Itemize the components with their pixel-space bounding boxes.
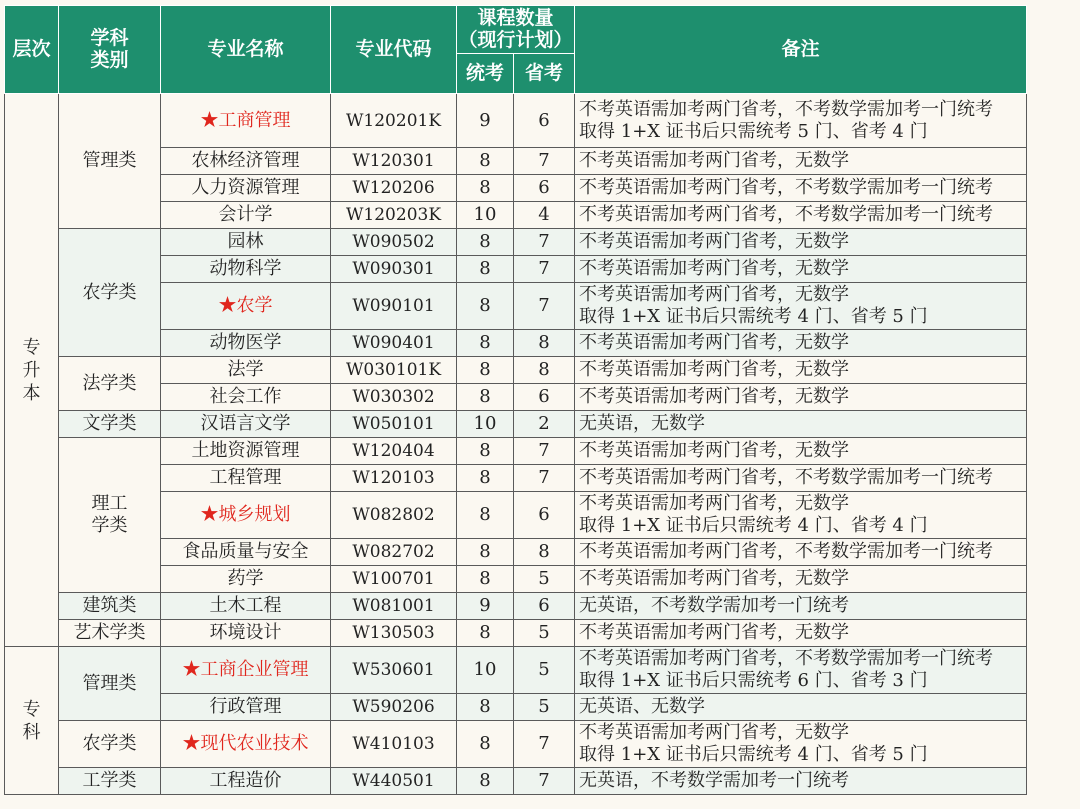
major-code-cell: W590206 [331,694,457,721]
major-code-cell: W090502 [331,229,457,256]
unified-count-cell: 8 [457,721,514,768]
table-row [5,620,1027,647]
provincial-count-cell: 7 [514,465,575,492]
remarks-cell [575,694,1027,721]
level-cell [5,647,59,795]
major-name-cell: 动物科学 [161,256,331,283]
major-name-cell: 动物医学 [161,330,331,357]
table-body [5,94,1027,795]
major-code-cell: W120404 [331,438,457,465]
category-cell: 管理类 [59,647,161,721]
major-name-cell: 农林经济管理 [161,148,331,175]
star-icon [219,295,237,316]
provincial-count-cell: 6 [514,384,575,411]
remarks-cell [575,647,1027,694]
major-code-cell: W440501 [331,768,457,795]
major-code-cell: W030302 [331,384,457,411]
unified-count-cell: 8 [457,465,514,492]
major-name-cell: 土木工程 [161,593,331,620]
major-code-cell: W081001 [331,593,457,620]
unified-count-cell: 8 [457,438,514,465]
provincial-count-cell: 6 [514,94,575,148]
remarks-cell [575,384,1027,411]
major-code-cell: W120206 [331,175,457,202]
level-char: 科 [22,721,41,743]
table-row [5,721,1027,768]
provincial-count-cell: 7 [514,283,575,330]
major-table-container [4,5,1027,795]
header-course-count [457,6,575,54]
remarks-line: 不考英语需加考两门省考，无数学 [579,332,850,353]
header-course-count-line2: （现行计划） [458,28,573,51]
provincial-count-cell: 8 [514,330,575,357]
table-row [5,438,1027,465]
remarks-line: 不考英语需加考两门省考，无数学 [579,440,850,461]
major-name: 工商企业管理 [200,659,309,680]
major-name: 农学 [236,295,273,316]
table-row [5,357,1027,384]
major-name-cell [161,647,331,694]
major-name: 现代农业技术 [200,733,309,754]
remarks-cell [575,492,1027,539]
remarks-line: 无英语，无数学 [579,413,706,434]
remarks-line: 不考英语需加考两门省考，不考数学需加考一门统考 [579,467,994,488]
remarks-cell [575,256,1027,283]
category-cell [59,438,161,593]
major-name-cell [161,283,331,330]
level-char: 升 [22,359,41,381]
remarks-cell [575,148,1027,175]
header-remarks: 备注 [575,6,1027,94]
remarks-cell [575,593,1027,620]
header-unified: 统考 [457,54,514,94]
major-name-cell: 工程造价 [161,768,331,795]
remarks-line: 不考英语需加考两门省考，无数学 [579,359,850,380]
remarks-line: 不考英语需加考两门省考，不考数学需加考一门统考 [579,177,994,198]
provincial-count-cell: 5 [514,566,575,593]
major-code-cell: W090101 [331,283,457,330]
provincial-count-cell: 7 [514,229,575,256]
table-row [5,593,1027,620]
major-code-cell: W082702 [331,539,457,566]
remarks-cell [575,620,1027,647]
major-name-cell: 土地资源管理 [161,438,331,465]
provincial-count-cell: 5 [514,620,575,647]
remarks-cell [575,411,1027,438]
star-icon [183,659,201,680]
major-code-cell: W082802 [331,492,457,539]
unified-count-cell: 9 [457,94,514,148]
category-cell: 工学类 [59,768,161,795]
header-category [59,6,161,94]
star-icon [201,110,219,131]
unified-count-cell: 10 [457,411,514,438]
major-name-cell: 工程管理 [161,465,331,492]
provincial-count-cell: 6 [514,593,575,620]
major-code-cell: W120103 [331,465,457,492]
provincial-count-cell: 7 [514,148,575,175]
unified-count-cell: 8 [457,620,514,647]
remarks-line: 不考英语需加考两门省考，无数学 [579,231,850,252]
remarks-line: 取得 1+X 证书后只需统考 4 门、省考 5 门 [579,744,928,765]
major-name-cell: 会计学 [161,202,331,229]
major-name-cell: 法学 [161,357,331,384]
major-name-cell [161,721,331,768]
remarks-cell [575,94,1027,148]
category-cell: 法学类 [59,357,161,411]
unified-count-cell: 8 [457,768,514,795]
table-row [5,411,1027,438]
provincial-count-cell: 5 [514,694,575,721]
remarks-line: 不考英语需加考两门省考，无数学 [579,722,850,743]
remarks-line: 取得 1+X 证书后只需统考 6 门、省考 3 门 [579,670,928,691]
remarks-cell [575,566,1027,593]
major-code-cell: W030101K [331,357,457,384]
unified-count-cell: 8 [457,492,514,539]
remarks-line: 不考英语需加考两门省考，无数学 [579,284,850,305]
provincial-count-cell: 6 [514,175,575,202]
level-cell [5,94,59,647]
remarks-cell [575,539,1027,566]
major-code-cell: W130503 [331,620,457,647]
major-code-cell: W050101 [331,411,457,438]
header-course-count-line1: 课程数量 [477,7,554,30]
unified-count-cell: 8 [457,566,514,593]
unified-count-cell: 8 [457,384,514,411]
remarks-cell [575,721,1027,768]
unified-count-cell: 8 [457,694,514,721]
provincial-count-cell: 2 [514,411,575,438]
remarks-line: 不考英语需加考两门省考，不考数学需加考一门统考 [579,541,994,562]
remarks-cell [575,202,1027,229]
header-provincial: 省考 [514,54,575,94]
unified-count-cell: 8 [457,256,514,283]
unified-count-cell: 8 [457,175,514,202]
major-name-cell: 环境设计 [161,620,331,647]
remarks-cell [575,330,1027,357]
major-code-cell: W120301 [331,148,457,175]
category-cell: 建筑类 [59,593,161,620]
remarks-line: 无英语、无数学 [579,696,706,717]
major-name-cell: 食品质量与安全 [161,539,331,566]
header-category-line1: 学科 [90,27,129,50]
star-icon [183,733,201,754]
major-code-cell: W090401 [331,330,457,357]
provincial-count-cell: 7 [514,721,575,768]
unified-count-cell: 8 [457,283,514,330]
remarks-line: 不考英语需加考两门省考，无数学 [579,150,850,171]
remarks-cell [575,175,1027,202]
remarks-line: 取得 1+X 证书后只需统考 5 门、省考 4 门 [579,120,928,142]
table-row [5,647,1027,694]
provincial-count-cell: 4 [514,202,575,229]
major-name-cell: 汉语言文学 [161,411,331,438]
category-label-line: 学类 [91,515,128,536]
remarks-line: 无英语，不考数学需加考一门统考 [579,595,850,616]
table-row [5,229,1027,256]
category-cell: 文学类 [59,411,161,438]
category-label-line: 理工 [91,493,128,514]
unified-count-cell: 8 [457,229,514,256]
remarks-line: 不考英语需加考两门省考，不考数学需加考一门统考 [579,204,994,225]
unified-count-cell: 8 [457,539,514,566]
category-cell: 管理类 [59,94,161,229]
remarks-cell [575,465,1027,492]
major-code-cell: W120203K [331,202,457,229]
table-row [5,94,1027,148]
unified-count-cell: 8 [457,357,514,384]
major-name: 城乡规划 [218,504,291,525]
remarks-cell [575,283,1027,330]
provincial-count-cell: 7 [514,438,575,465]
header-major-name: 专业名称 [161,6,331,94]
remarks-cell [575,768,1027,795]
table-header [5,6,1027,94]
remarks-cell [575,229,1027,256]
major-code-cell: W410103 [331,721,457,768]
header-category-line2: 类别 [90,48,129,71]
remarks-line: 不考英语需加考两门省考，无数学 [579,568,850,589]
unified-count-cell: 10 [457,647,514,694]
remarks-line: 取得 1+X 证书后只需统考 4 门、省考 5 门 [579,306,928,327]
major-code-cell: W530601 [331,647,457,694]
level-char: 专 [22,336,41,358]
major-name-cell: 药学 [161,566,331,593]
provincial-count-cell: 7 [514,768,575,795]
remarks-line: 不考英语需加考两门省考，无数学 [579,258,850,279]
category-cell: 艺术学类 [59,620,161,647]
remarks-line: 不考英语需加考两门省考，不考数学需加考一门统考 [579,98,994,120]
remarks-line: 不考英语需加考两门省考，无数学 [579,493,850,514]
major-name-cell: 社会工作 [161,384,331,411]
unified-count-cell: 8 [457,148,514,175]
category-cell: 农学类 [59,721,161,768]
remarks-cell [575,357,1027,384]
provincial-count-cell: 5 [514,647,575,694]
level-char: 专 [22,698,41,720]
remarks-line: 不考英语需加考两门省考，无数学 [579,622,850,643]
remarks-line: 取得 1+X 证书后只需统考 4 门、省考 4 门 [579,515,928,536]
remarks-line: 不考英语需加考两门省考，不考数学需加考一门统考 [579,648,994,669]
remarks-cell [575,438,1027,465]
star-icon [201,504,219,525]
major-name-cell: 园林 [161,229,331,256]
provincial-count-cell: 6 [514,492,575,539]
level-char: 本 [22,382,41,404]
major-table [4,5,1027,795]
category-cell: 农学类 [59,229,161,357]
remarks-line: 无英语，不考数学需加考一门统考 [579,770,850,791]
provincial-count-cell: 7 [514,256,575,283]
unified-count-cell: 10 [457,202,514,229]
remarks-line: 不考英语需加考两门省考，无数学 [579,386,850,407]
major-name-cell: 人力资源管理 [161,175,331,202]
table-row [5,768,1027,795]
header-level: 层次 [5,6,59,94]
major-code-cell: W120201K [331,94,457,148]
major-code-cell: W100701 [331,566,457,593]
header-major-code: 专业代码 [331,6,457,94]
major-name-cell: 行政管理 [161,694,331,721]
major-name-cell [161,492,331,539]
provincial-count-cell: 8 [514,357,575,384]
major-name-cell [161,94,331,148]
unified-count-cell: 8 [457,330,514,357]
provincial-count-cell: 8 [514,539,575,566]
unified-count-cell: 9 [457,593,514,620]
major-code-cell: W090301 [331,256,457,283]
major-name: 工商管理 [218,109,291,131]
